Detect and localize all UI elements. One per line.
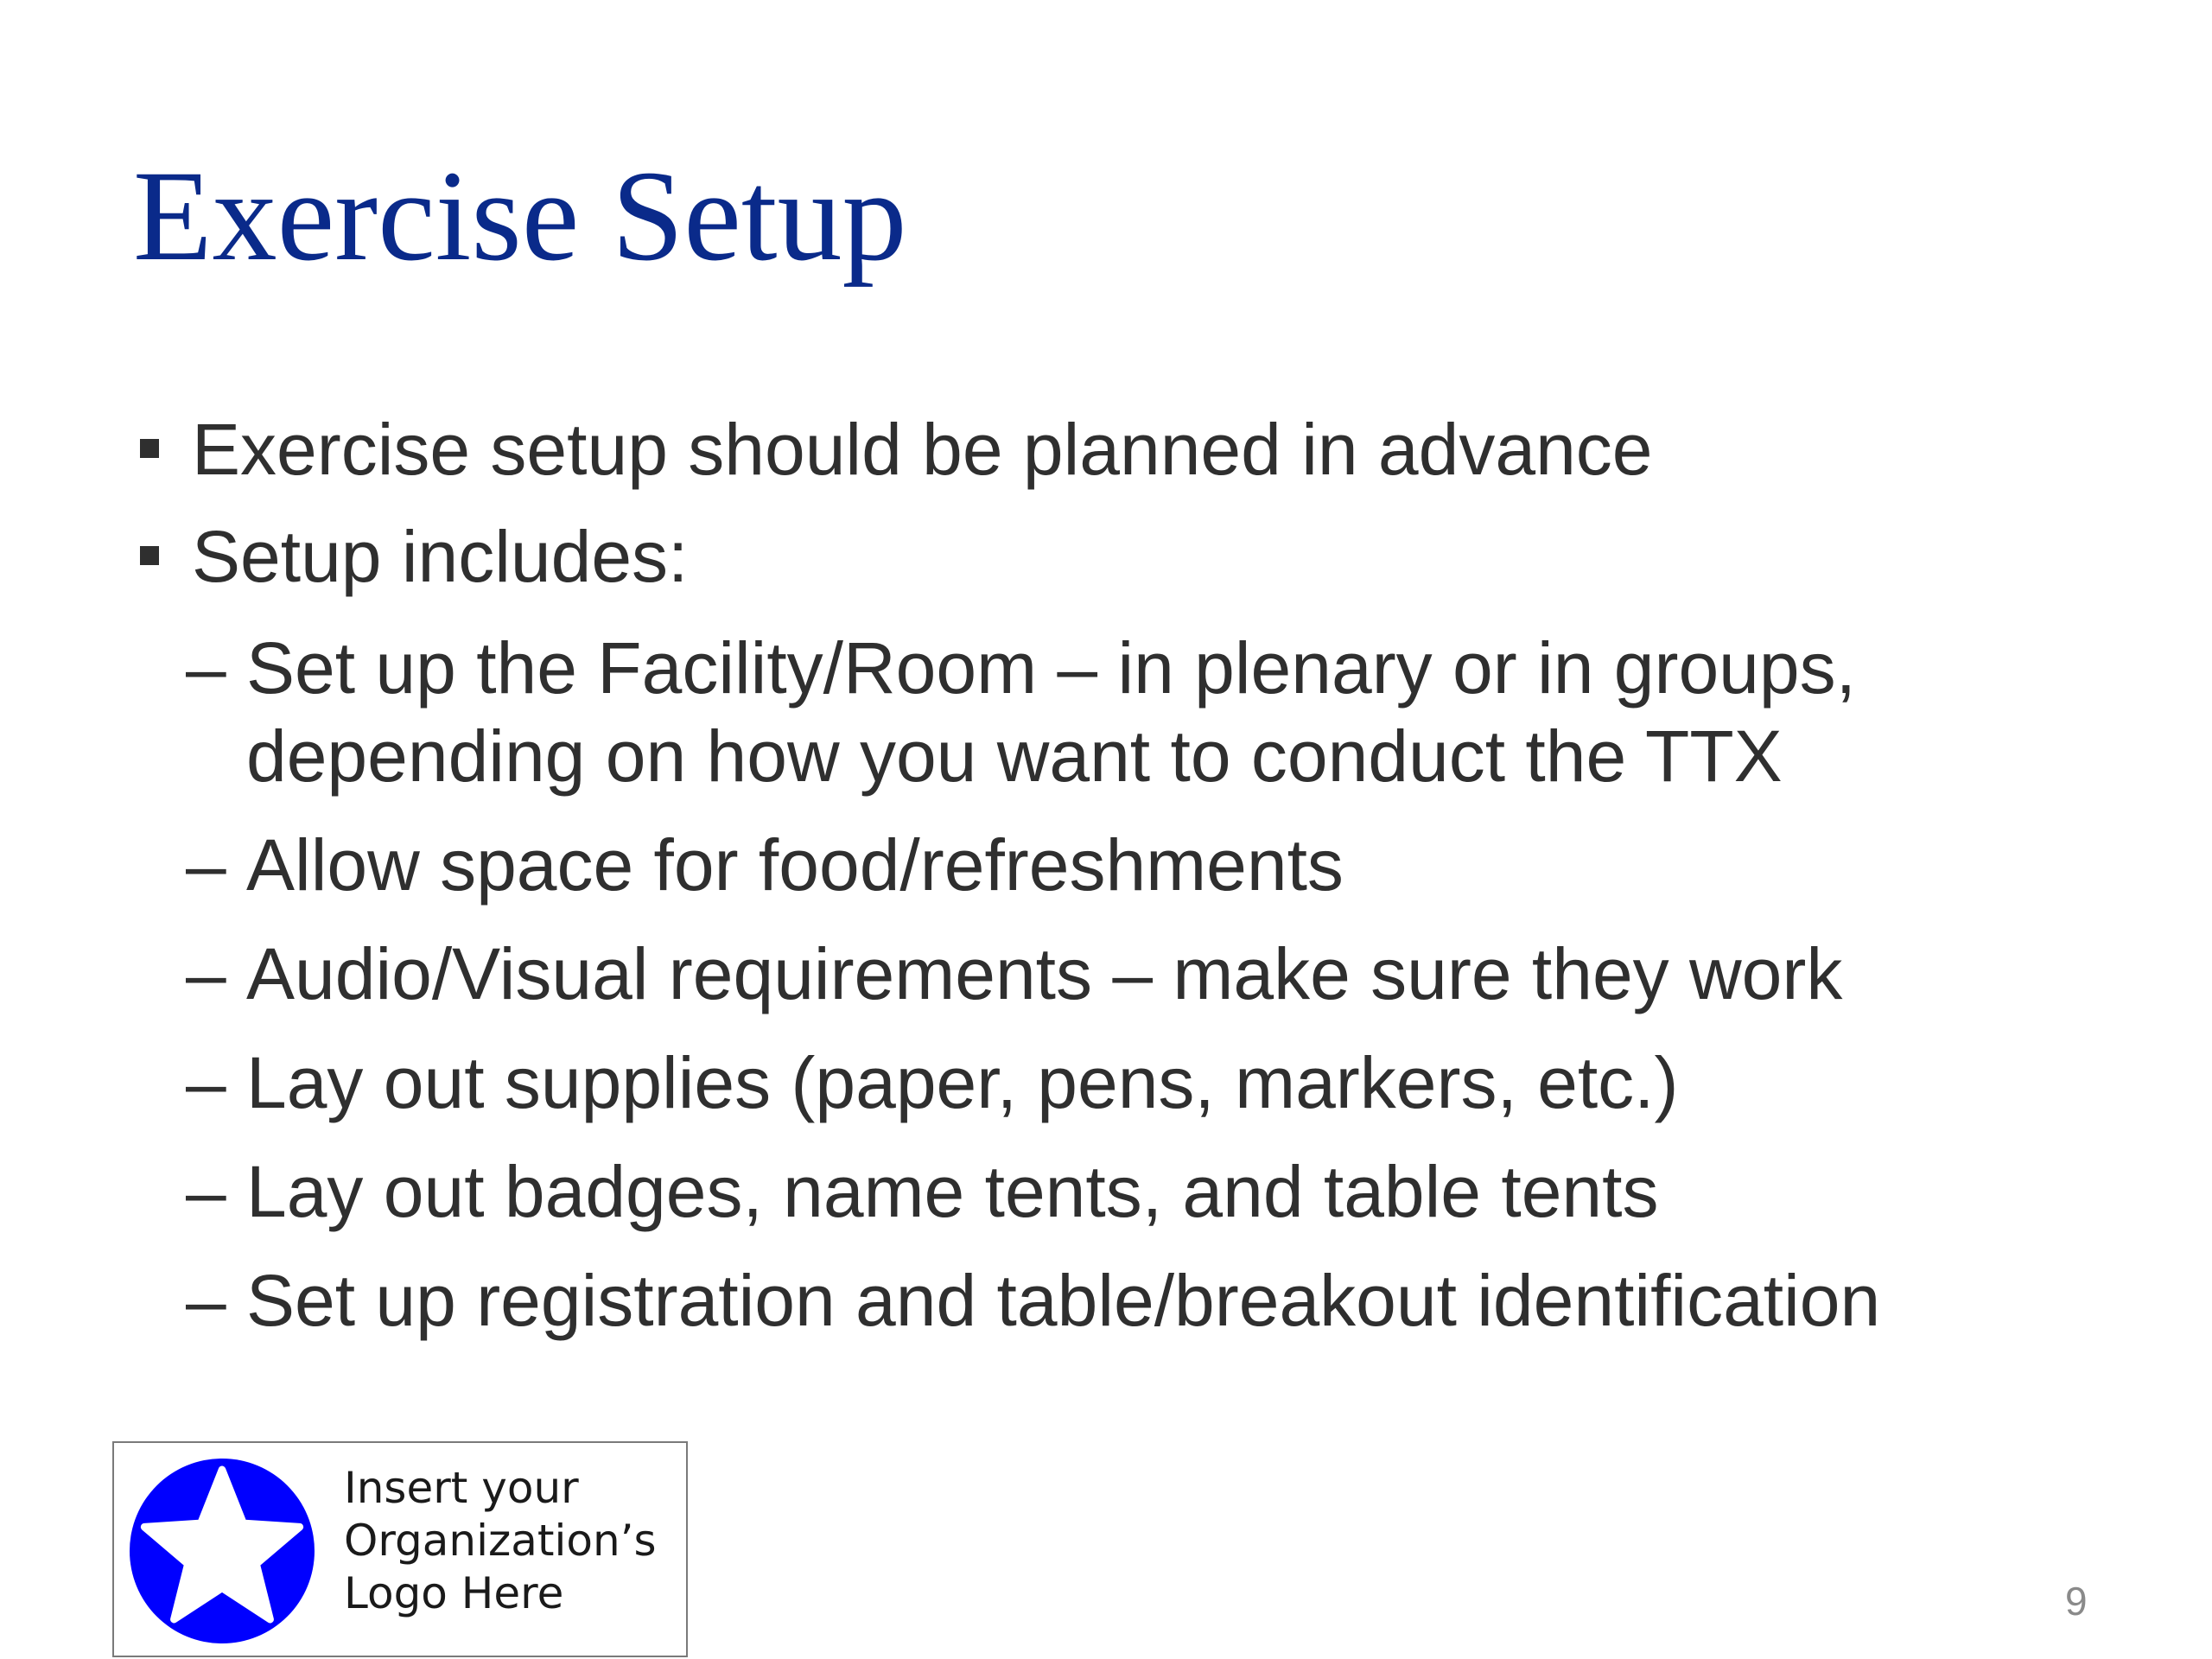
sub-bullet-item: Lay out badges, name tents, and table tents	[246, 1151, 1659, 1232]
dash-bullet: –	[186, 824, 226, 906]
logo-caption	[344, 1462, 657, 1620]
bullet-item: Exercise setup should be planned in advance	[192, 409, 1653, 490]
logo-caption-line: Organization’s	[344, 1516, 657, 1566]
dash-bullet: –	[186, 1260, 226, 1341]
page-number: 9	[2065, 1579, 2088, 1624]
dash-bullet: –	[186, 1151, 226, 1232]
sub-bullet-item	[246, 624, 1974, 800]
logo-placeholder	[112, 1441, 688, 1657]
sub-bullet-item: Lay out supplies (paper, pens, markers, etc.)	[246, 1042, 1679, 1123]
star-in-circle-icon	[130, 1459, 315, 1643]
logo-caption-line: Insert your	[344, 1463, 579, 1513]
sub-bullet-line: depending on how you want to conduct the TTX	[246, 715, 1783, 797]
square-bullet-icon	[140, 546, 159, 565]
square-bullet-icon	[140, 439, 159, 458]
bullet-item: Setup includes:	[192, 516, 689, 597]
slide-title: Exercise Setup	[133, 144, 907, 288]
dash-bullet: –	[186, 933, 226, 1014]
sub-bullet-item: Set up registration and table/breakout identification	[246, 1260, 1881, 1341]
dash-bullet: –	[186, 1042, 226, 1123]
dash-bullet: –	[186, 627, 226, 709]
sub-bullet-line: Set up the Facility/Room – in plenary or in groups,	[246, 627, 1856, 709]
logo-caption-line: Logo Here	[344, 1568, 564, 1618]
sub-bullet-item: Allow space for food/refreshments	[246, 824, 1344, 906]
sub-bullet-item: Audio/Visual requirements – make sure they work	[246, 933, 1843, 1014]
